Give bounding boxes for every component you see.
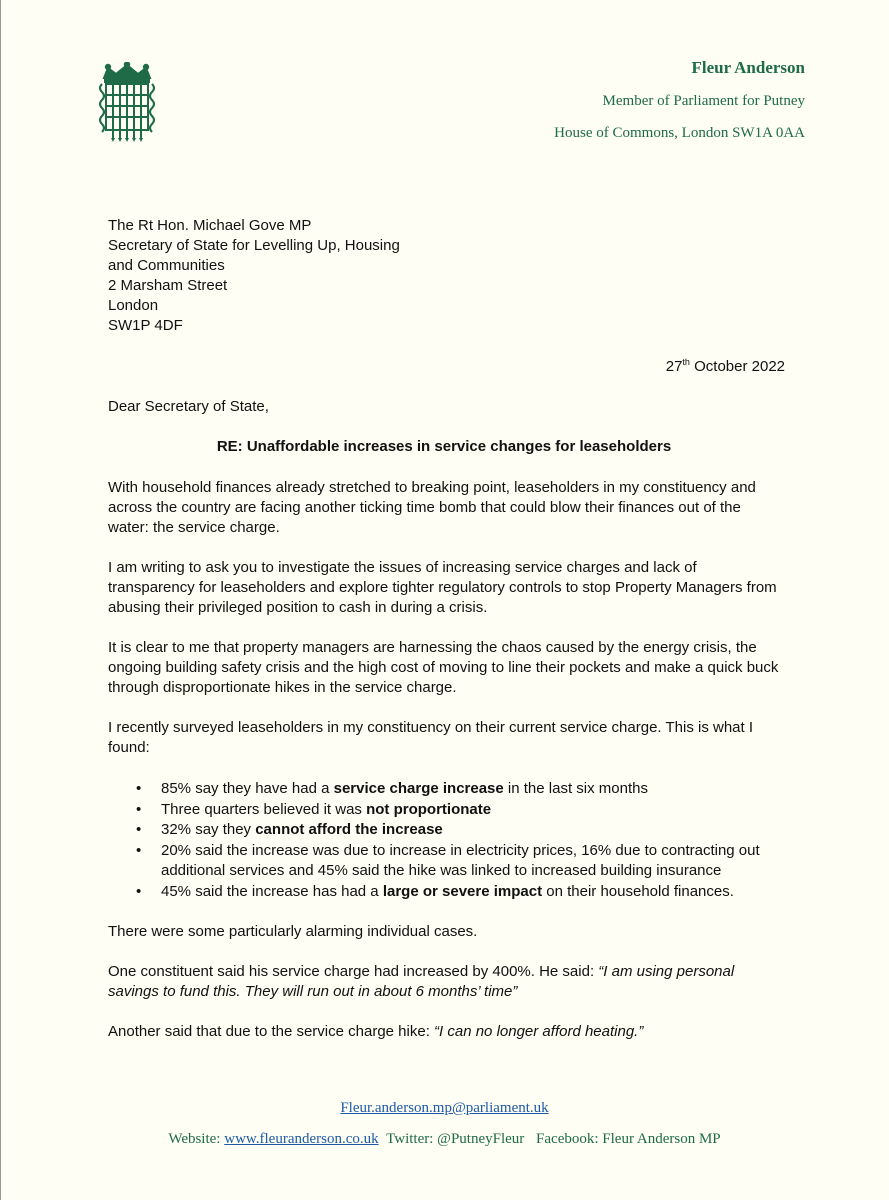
mp-address: House of Commons, London SW1A 0AA	[554, 125, 805, 141]
website-link[interactable]: www.fleuranderson.co.uk	[224, 1131, 379, 1147]
bullet-dot-icon: •	[136, 882, 142, 900]
paragraph	[108, 478, 780, 538]
letter-date	[666, 357, 785, 377]
recipient-line: London	[108, 297, 159, 314]
finding-text: 32% say they	[161, 821, 256, 838]
paragraph	[108, 962, 780, 1002]
finding-emphasis: cannot afford the increase	[255, 821, 443, 838]
bullet-dot-icon: •	[136, 821, 142, 838]
paragraph-text	[108, 962, 780, 1002]
finding-text: Three quarters believed it was	[161, 800, 367, 818]
recipient-line: 2 Marsham Street	[108, 277, 228, 294]
finding-emphasis: not proportionate	[366, 800, 492, 818]
case-quote: “I can no longer afford heating.”	[434, 1023, 644, 1040]
recipient-line: and Communities	[108, 257, 225, 274]
paragraph	[108, 718, 780, 758]
subject-line: RE: Unaffordable increases in service changes for leaseholders	[216, 438, 672, 455]
twitter-handle: Twitter: @PutneyFleur	[386, 1131, 525, 1147]
mp-role: Member of Parliament for Putney	[602, 93, 805, 109]
case-text: Another said that due to the service charge hike:	[108, 1023, 435, 1040]
letterhead	[554, 58, 805, 142]
case-text: One constituent said his service charge had increased by 400%. He said:	[108, 963, 599, 980]
paragraph	[108, 922, 780, 942]
finding-text: in the last six months	[503, 780, 648, 797]
finding-emphasis: service charge increase	[333, 780, 504, 797]
paragraph	[108, 1022, 780, 1042]
email-link[interactable]: Fleur.anderson.mp@parliament.uk	[340, 1100, 549, 1116]
paragraph	[108, 638, 780, 698]
facebook-page: Facebook: Fleur Anderson MP	[536, 1131, 721, 1147]
list-item	[108, 882, 780, 903]
mp-name: Fleur Anderson	[691, 58, 805, 77]
finding-emphasis: large or severe impact	[382, 882, 543, 900]
paragraph-text: With household finances already stretched to breaking point, leaseholders in my constituency and across the country are facing another ticking time bomb that could blow their finances out of the water: the service charge.	[108, 479, 756, 536]
website-label: Website:	[168, 1131, 225, 1147]
bullet-dot-icon: •	[136, 780, 142, 797]
case-quote: “I am using personal savings to fund this. They will run out in about 6 months’ time”	[108, 963, 735, 1000]
date-day: 27	[665, 358, 683, 375]
footer-links-row	[0, 1131, 889, 1148]
list-item	[108, 800, 780, 821]
paragraph-text: It is clear to me that property managers are harnessing the chaos caused by the energy crisis, the ongoing building safety crisis and the high cost of moving to line their pockets and make a quick buck through disproportionate hikes in the service charge.	[108, 639, 779, 696]
finding-text: on their household finances.	[542, 882, 734, 900]
date-rest: October 2022	[689, 358, 785, 375]
salutation: Dear Secretary of State,	[108, 398, 269, 415]
paragraph-text: I am writing to ask you to investigate the issues of increasing service charges and lack of transparency for leaseholders and explore tighter regulatory controls to stop Property Managers from abusing their privileged position to cash in during a crisis.	[108, 559, 777, 616]
portcullis-icon	[92, 62, 162, 142]
list-item	[108, 779, 780, 800]
bullet-dot-icon: •	[136, 841, 142, 859]
list-item	[108, 820, 780, 841]
footer-email-row	[0, 1100, 889, 1117]
paragraph-text: I recently surveyed leaseholders in my constituency on their current service charge. This is what I found:	[108, 719, 754, 756]
findings-list	[108, 779, 780, 902]
bullet-dot-icon: •	[136, 800, 142, 818]
finding-text: 45% said the increase has had a	[161, 882, 383, 900]
paragraph	[108, 558, 780, 618]
finding-text: 20% said the increase was due to increase in electricity prices, 16% due to contracting out additional services and 45% said the hike was linked to increased building insurance	[161, 841, 760, 879]
finding-text: 85% say they have had a	[161, 780, 334, 797]
paragraph-text	[108, 1022, 780, 1042]
recipient-address	[108, 216, 400, 336]
date-suffix: th	[682, 357, 690, 367]
page-edge	[0, 0, 1, 1200]
recipient-line: Secretary of State for Levelling Up, Housing	[108, 237, 400, 254]
recipient-line: The Rt Hon. Michael Gove MP	[108, 217, 312, 234]
paragraph-text: There were some particularly alarming individual cases.	[108, 923, 478, 940]
list-item	[108, 841, 780, 882]
recipient-line: SW1P 4DF	[108, 317, 183, 334]
